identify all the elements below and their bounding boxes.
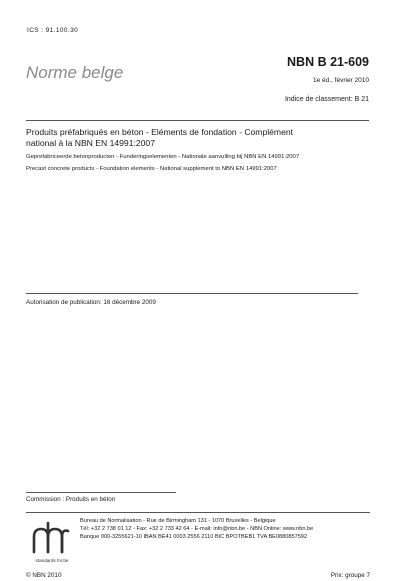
classification-index: Indice de classement: B 21	[284, 96, 369, 103]
logo-caption: standards for.be	[35, 558, 69, 563]
bottom-divider	[26, 512, 370, 513]
title-french-line-1: Produits préfabriqués en béton - Eléments de fondation - Complément	[26, 127, 294, 137]
title-english: Precast concrete products - Foundation elements - National supplement to NBN EN 14991:2007	[26, 166, 277, 172]
address-block	[80, 517, 370, 542]
publication-authorization: Autorisation de publication: 16 décembre 2009	[26, 299, 156, 306]
norme-belge-label: Norme belge	[26, 63, 124, 82]
address-line-3: Banque 000-3255621-10 IBAN BE41 0003 2556 2110 BIC BPOTBEB1 TVA BE0880857592	[80, 534, 308, 541]
top-divider	[26, 120, 369, 121]
ics-code: ICS : 91.100.30	[27, 27, 79, 34]
commission-divider	[26, 492, 176, 493]
standard-reference: NBN B 21-609	[287, 55, 369, 69]
title-french-line-2: national à la NBN EN 14991:2007	[26, 137, 155, 148]
nbn-logo	[30, 519, 74, 569]
address-line-1: Bureau de Normalisation - Rue de Birmingham 131 - 1070 Bruxelles - Belgique	[80, 518, 276, 524]
nbn-logo-icon	[30, 519, 74, 557]
middle-divider	[26, 293, 358, 294]
title-french	[26, 127, 371, 148]
address-line-2: Tél: +32 2 738 01 12 - Fax: +32 2 733 42 64 - E-mail: info@nbn.be - NBN Online: www.nbn.be	[80, 526, 314, 533]
copyright: © NBN 2010	[26, 572, 62, 579]
edition-date: 1e éd., février 2010	[312, 77, 369, 84]
commission-block	[26, 492, 176, 503]
title-dutch: Geprefabriceerde betonproducten - Funderingselementen - Nationale aanvulling bij NBN EN 14991:2007	[26, 154, 300, 160]
price-group: Prix: groupe 7	[330, 572, 370, 579]
commission-text: Commission : Produits en béton	[26, 496, 116, 503]
